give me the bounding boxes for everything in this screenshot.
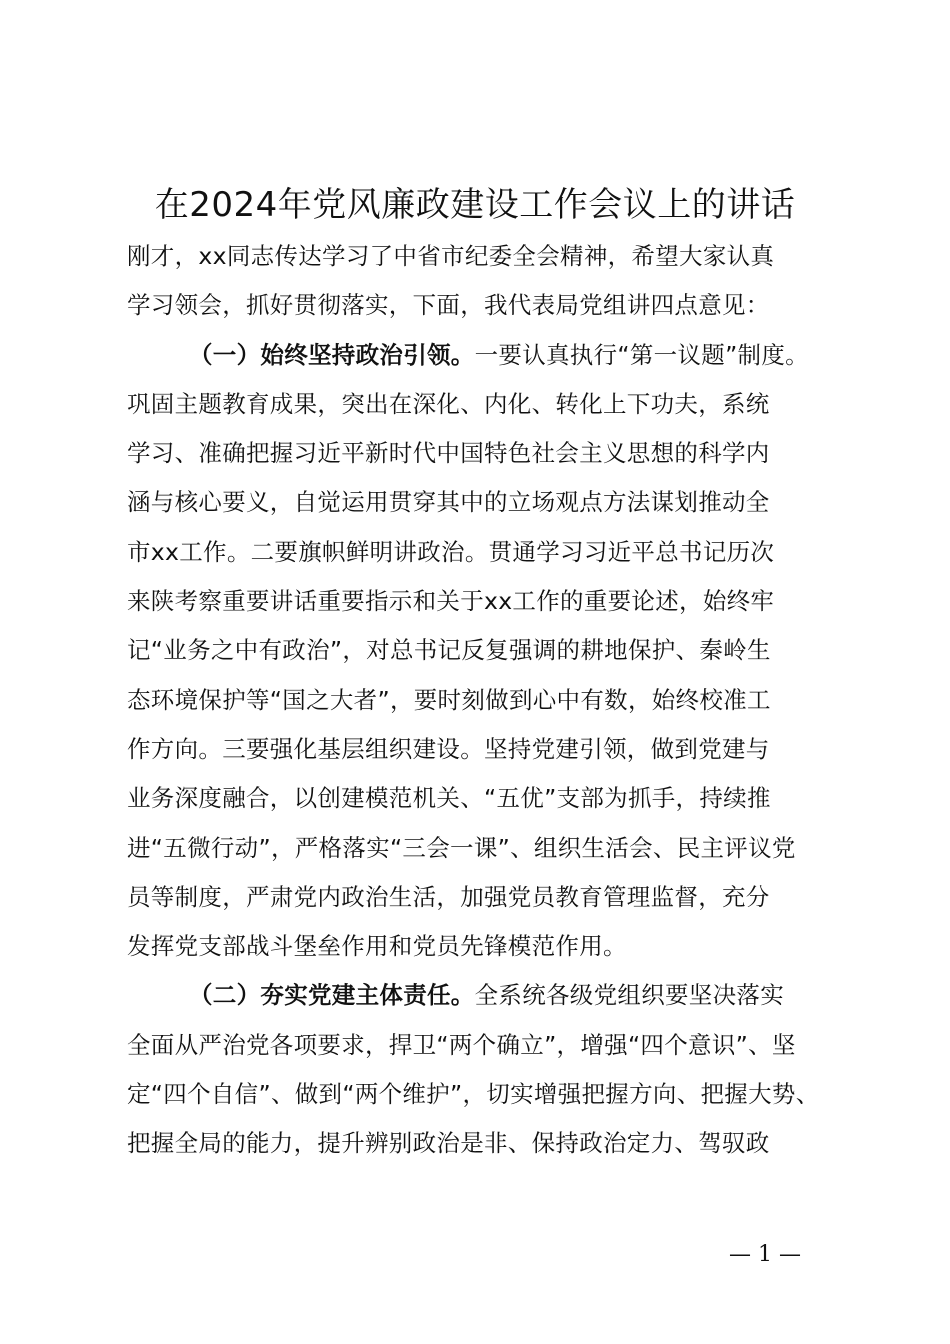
body-line: 员等制度，严肃党内政治生活，加强党员教育管理监督，充分 — [127, 882, 770, 911]
body-line: 态环境保护等“国之大者”，要时刻做到心中有数，始终校准工 — [127, 685, 771, 714]
section-heading: （一）始终坚持政治引领。 — [189, 340, 475, 369]
body-line: 来陕考察重要讲话重要指示和关于xx工作的重要论述，始终牢 — [127, 587, 775, 616]
page-number: — 1 — — [729, 1242, 801, 1267]
document-body — [127, 232, 847, 1169]
body-line: 巩固主题教育成果，突出在深化、内化、转化上下功夫，系统 — [127, 389, 770, 418]
body-line: 定“四个自信”、做到“两个维护”，切实增强把握方向、把握大势、 — [127, 1080, 820, 1109]
body-line: 刚才，xx同志传达学习了中省市纪委全会精神，希望大家认真 — [127, 242, 775, 270]
body-line: 业务深度融合，以创建模范机关、“五优”支部为抓手，持续推 — [127, 784, 771, 813]
section-text: 全系统各级党组织要坚决落实 — [474, 981, 785, 1010]
section-text: 一要认真执行“第一议题”制度。 — [474, 340, 809, 369]
body-line: 学习、准确把握习近平新时代中国特色社会主义思想的科学内 — [127, 439, 770, 468]
body-line: 发挥党支部战斗堡垒作用和党员先锋模范作用。 — [127, 932, 627, 961]
body-line: 把握全局的能力，提升辨别政治是非、保持政治定力、驾驭政 — [127, 1129, 770, 1158]
document-title: 在2024年党风廉政建设工作会议上的讲话 — [154, 185, 796, 225]
body-line: 全面从严治党各项要求，捍卫“两个确立”，增强“四个意识”、坚 — [127, 1030, 796, 1059]
body-line: 学习领会，抓好贯彻落实，下面，我代表局党组讲四点意见： — [127, 291, 770, 320]
body-line: 记“业务之中有政治”，对总书记反复强调的耕地保护、秦岭生 — [127, 636, 771, 665]
section-one-line — [127, 331, 847, 380]
body-line: 涵与核心要义，自觉运用贯穿其中的立场观点方法谋划推动全 — [127, 488, 770, 517]
body-line: 市xx工作。二要旗帜鲜明讲政治。贯通学习习近平总书记历次 — [127, 537, 775, 566]
body-line: 作方向。三要强化基层组织建设。坚持党建引领，做到党建与 — [127, 734, 770, 763]
body-line: 进“五微行动”，严格落实“三会一课”、组织生活会、民主评议党 — [127, 833, 796, 862]
section-two-line — [127, 971, 847, 1020]
section-heading: （二）夯实党建主体责任。 — [189, 981, 475, 1010]
